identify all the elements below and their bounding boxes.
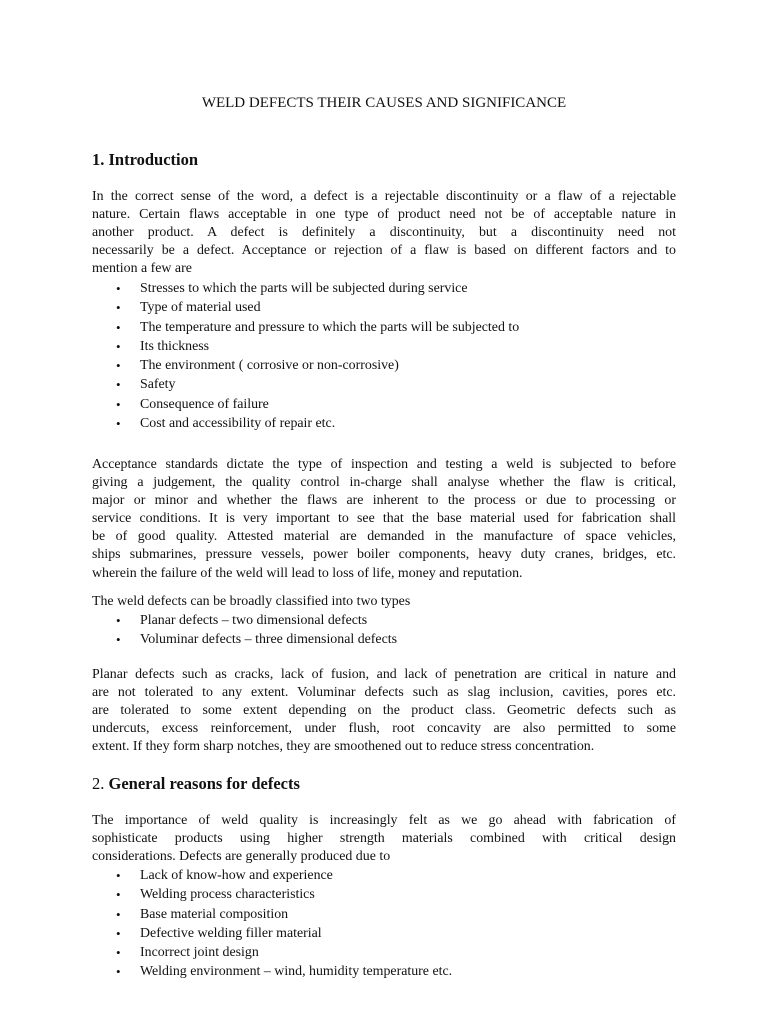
list-item [116,414,519,433]
bullet-icon: • [116,319,121,335]
list-item [116,395,519,414]
bullet-icon: • [116,887,121,903]
list-item-text: Base material composition [140,906,289,922]
section-title: General reasons for defects [108,774,300,793]
text-line: are not tolerated to any extent. Voluminar defects such as slag inclusion, cavities, pores etc. [92,685,676,701]
bullet-icon: • [116,358,121,374]
planar-voluminar-paragraph [92,666,676,756]
list-item-text: Defective welding filler material [140,925,322,941]
text-line: wherein the failure of the weld will lead to loss of life, money and reputation. [92,565,523,581]
list-item-text: Its thickness [140,338,210,354]
text-line: giving a judgement, the quality control in-charge shall analyse whether the flaw is critical, [92,475,676,491]
list-item [116,356,519,375]
defect-types-list [116,611,397,650]
list-item-text: Type of material used [140,300,261,316]
list-item [116,611,397,630]
list-item-text: The temperature and pressure to which the parts will be subjected to [140,319,520,335]
list-item [116,630,397,649]
bullet-icon: • [116,906,121,922]
text-line: In the correct sense of the word, a defect is a rejectable discontinuity or a flaw of a rejectable [92,189,676,204]
factors-list [116,279,519,433]
bullet-icon: • [116,632,121,648]
list-item-text: Planar defects – two dimensional defects [140,613,368,628]
section-1-heading: 1. Introduction [92,150,199,169]
list-item [116,962,452,981]
list-item [116,298,519,317]
text-line: Acceptance standards dictate the type of inspection and testing a weld is subjected to before [92,457,676,472]
text-line: service conditions. It is very important to see that the base material used for fabrication shall [92,511,676,527]
list-item [116,885,452,904]
bullet-icon: • [116,377,121,393]
list-item-text: Incorrect joint design [140,945,259,961]
general-reasons-paragraph [92,812,676,866]
document-title: WELD DEFECTS THEIR CAUSES AND SIGNIFICANCE [201,95,567,111]
text-line: another product. A defect is definitely a discontinuity, but a discontinuity need not [92,225,676,241]
text-line: nature. Certain flaws acceptable in one type of product need not be of acceptable nature in [92,207,676,223]
bullet-icon: • [116,613,121,628]
text-line: necessarily be a defect. Acceptance or rejection of a flaw is based on different factors and to [92,243,676,259]
text-line: The importance of weld quality is increasingly felt as we go ahead with fabrication of [92,813,676,828]
list-item [116,924,452,943]
text-line: extent. If they form sharp notches, they are smoothened out to reduce stress concentration. [92,739,595,755]
bullet-icon: • [116,945,121,961]
list-item [116,866,452,885]
text-line: major or minor and whether the flaws are inherent to the process or due to processing or [92,493,676,509]
bullet-icon: • [116,868,121,883]
classification-paragraph [92,593,676,611]
reasons-list [116,866,452,982]
list-item-text: Voluminar defects – three dimensional defects [140,632,398,648]
list-item [116,337,519,356]
text-line: Planar defects such as cracks, lack of fusion, and lack of penetration are critical in nature and [92,667,676,682]
text-line: be of good quality. Attested material are demanded in the manufacture of space vehicles, [92,529,676,545]
bullet-icon: • [116,281,121,296]
list-item [116,375,519,394]
list-item-text: Consequence of failure [140,396,269,412]
list-item-text: Safety [140,377,176,393]
list-item [116,943,452,962]
bullet-icon: • [116,416,121,432]
text-line: undercuts, excess reinforcement, under flush, root concavity are also permitted to some [92,721,676,737]
text-line: ships submarines, pressure vessels, power boiler components, heavy duty cranes, bridges, etc. [92,547,676,563]
list-item [116,279,519,298]
text-line: mention a few are [92,261,192,277]
list-item [116,905,452,924]
text-line: considerations. Defects are generally produced due to [92,849,391,865]
bullet-icon: • [116,925,121,941]
list-item-text: Stresses to which the parts will be subjected during service [140,281,468,296]
bullet-icon: • [116,338,121,354]
list-item-text: Welding environment – wind, humidity temperature etc. [140,964,453,980]
acceptance-paragraph [92,456,676,583]
text-line: sophisticate products using higher strength materials combined with critical design [92,831,676,847]
list-item-text: Cost and accessibility of repair etc. [140,416,336,432]
section-2-heading [92,774,300,794]
text-line: are tolerated to some extent depending on the product class. Geometric defects such as [92,703,676,719]
intro-paragraph [92,188,676,278]
list-item [116,318,519,337]
bullet-icon: • [116,396,121,412]
list-item-text: Lack of know-how and experience [140,868,333,883]
text-line: The weld defects can be broadly classified into two types [92,594,411,609]
bullet-icon: • [116,300,121,316]
bullet-icon: • [116,964,121,980]
list-item-text: Welding process characteristics [140,887,315,903]
list-item-text: The environment ( corrosive or non-corrosive) [140,358,399,374]
section-number: 2. [92,774,105,793]
